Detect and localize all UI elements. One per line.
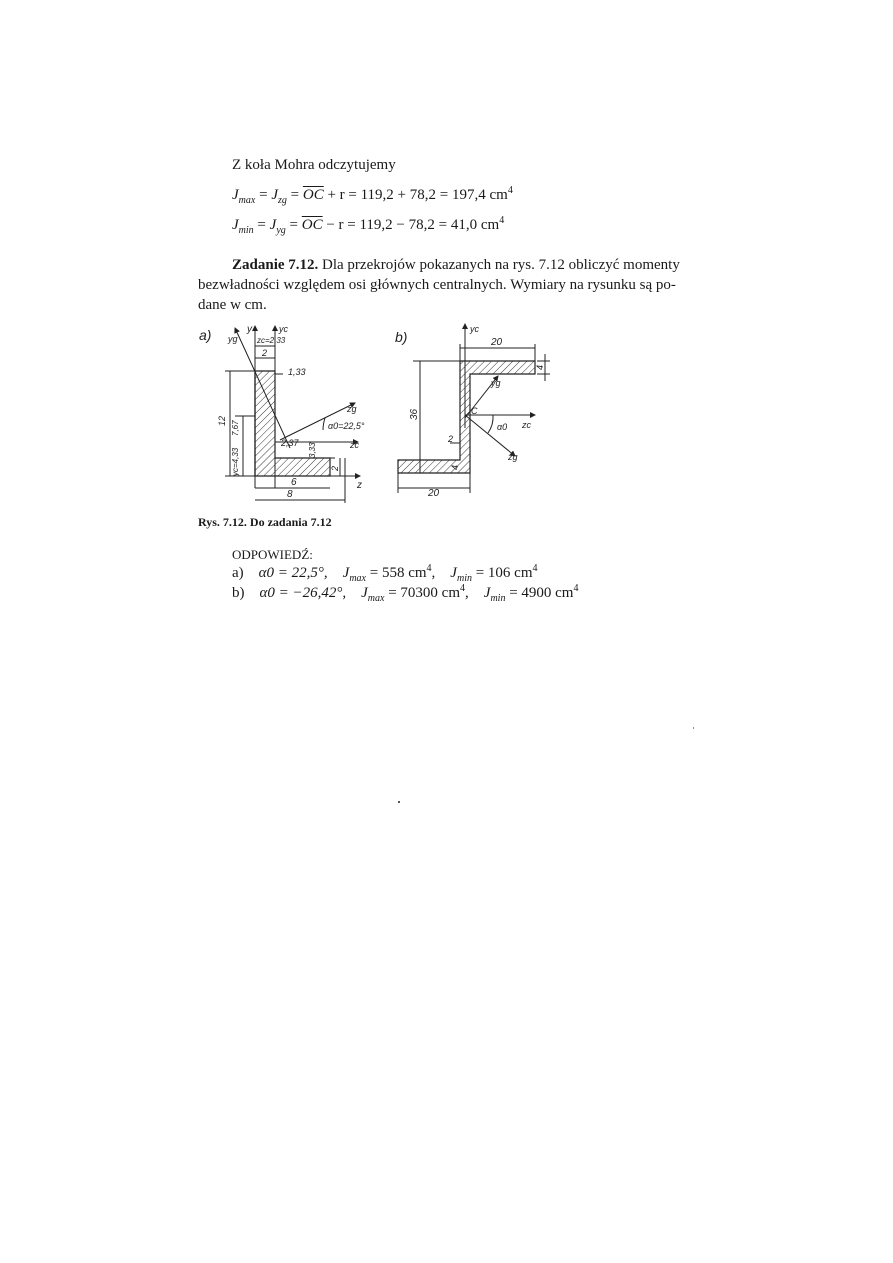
answer-b-label: b) <box>232 585 245 601</box>
answer-b-jmin-exp: 4 <box>573 583 579 594</box>
fig-a-dim-333: 3,33 <box>308 442 317 458</box>
eq1-oc: $\overline{OC}$ <box>302 187 324 203</box>
answer-a-label: a) <box>232 565 244 581</box>
equation-jmin <box>232 217 504 234</box>
fig-a-dim-8: 8 <box>287 489 293 500</box>
answer-b-jmax: J <box>361 585 368 601</box>
eq1-lhs: J <box>232 187 239 203</box>
answer-b-jmin: J <box>483 585 491 601</box>
fig-a-yg: yg <box>228 334 238 344</box>
fig-b-dim-20-bottom: 20 <box>428 488 440 499</box>
answer-b-jmax-sub: max <box>367 593 385 604</box>
task-line-2: bezwładności względem osi głównych centralnych. Wymiary na rysunku są po- <box>198 277 676 293</box>
eq1-eq-b: = <box>286 187 303 203</box>
fig-a-dim-12: 12 <box>217 415 227 426</box>
answer-a-alpha: α0 = 22,5°, <box>258 565 328 581</box>
fig-b-dim-4-right: 4 <box>535 364 545 370</box>
speck-dot <box>398 801 400 803</box>
fig-a-z: z <box>357 480 362 491</box>
task-line-3-row <box>198 295 654 315</box>
answer-b: b) α0 = −26,42°, $J_{max} = 70300$ $cm^4$, $J_{min} = 4900$ $cm^4$ <box>232 583 579 604</box>
figure-7-12 <box>195 318 565 518</box>
answer-a-jmin-val: = 106 cm <box>471 565 533 581</box>
eq1-eq-a: = <box>255 187 272 203</box>
answer-a-jmax-val: = 558 cm <box>366 565 427 581</box>
answer-b-jmax-val: = 70300 cm <box>384 585 461 601</box>
eq2-eq-b: = <box>285 217 302 233</box>
fig-a-dim-237: 2,37 <box>281 438 299 448</box>
answer-heading: ODPOWIEDŹ: <box>232 547 313 562</box>
answer-a-jmin-sub: min <box>456 573 472 584</box>
fig-b-dim-36: 36 <box>409 408 420 420</box>
fig-b-dim-2: 2 <box>448 434 454 444</box>
eq1-mid: J <box>271 187 278 203</box>
fig-b-yc: yc <box>470 324 479 334</box>
eq1-exp: 4 <box>507 185 513 196</box>
answer-b-alpha: α0 = −26,42°, <box>259 585 347 601</box>
eq1-mid-sub: zg <box>277 195 287 206</box>
fig-a-dim-133: 1,33 <box>288 367 306 377</box>
fig-a-alpha: α0=22,5° <box>328 421 365 431</box>
task-title: Zadanie 7.12. <box>232 257 319 273</box>
answer-a-jmin-exp: 4 <box>532 563 538 574</box>
answer-a: a) α0 = 22,5°, $J_{max} = 558$ $cm^4$, $J_{min} = 106$ $cm^4$ <box>232 563 538 584</box>
answer-b-jmax-exp: 4 <box>460 583 466 594</box>
answer-a-jmax: J <box>342 565 350 581</box>
eq2-mid: J <box>269 217 277 233</box>
eq2-oc: $\overline{OC}$ <box>301 217 323 233</box>
fig-a-dim-yc: yc=4,33 <box>231 447 240 476</box>
task-line-1: Dla przekrojów pokazanych na rys. 7.12 obliczyć momenty <box>318 257 680 273</box>
eq2-lhs-sub: min <box>238 225 254 236</box>
answer-b-jmin-sub: min <box>490 593 506 604</box>
answer-a-jmax-exp: 4 <box>426 563 432 574</box>
eq2-rest: − r = 119,2 − 78,2 = 41,0 cm <box>322 217 500 233</box>
fig-b-c: C <box>471 406 478 416</box>
eq2-eq-a: = <box>253 217 270 233</box>
fig-b-yg: yg <box>491 378 501 388</box>
eq1-lhs-sub: max <box>238 195 256 206</box>
fig-a-label: a) <box>199 327 212 343</box>
fig-a-zg: zg <box>347 404 357 414</box>
fig-a-zc-dim: zc=2,33 <box>257 336 286 345</box>
figure-caption: Rys. 7.12. Do zadania 7.12 <box>198 515 332 529</box>
answer-b-jmin-val: = 4900 cm <box>505 585 574 601</box>
fig-b-zg: zg <box>508 452 518 462</box>
fig-b-alpha: α0 <box>497 422 508 432</box>
fig-b-zc: zc <box>522 420 531 430</box>
fig-a-dim-6: 6 <box>291 477 297 488</box>
answer-a-jmin: J <box>450 565 457 581</box>
speck-dot-2 <box>693 727 694 729</box>
fig-a-yc: yc <box>279 324 288 334</box>
fig-b-dim-20-top: 20 <box>491 337 503 348</box>
eq2-exp: 4 <box>499 215 505 226</box>
eq1-rest: + r = 119,2 + 78,2 = 197,4 cm <box>323 187 508 203</box>
task-line-2-row <box>198 275 687 295</box>
task-line-3: dane w cm. <box>198 297 267 313</box>
answer-a-jmax-sub: max <box>349 573 366 584</box>
fig-a-dim-2-top: 2 <box>262 348 268 358</box>
fig-a-dim-2-right: 2 <box>330 465 340 471</box>
eq2-mid-sub: yg <box>276 225 286 236</box>
fig-b-label: b) <box>395 329 408 345</box>
task-paragraph <box>232 255 687 275</box>
fig-a-zc: zc <box>350 440 359 450</box>
equation-jmax <box>232 187 513 204</box>
intro-text: Z koła Mohra odczytujemy <box>232 157 396 173</box>
fig-a-dim-767: 7,67 <box>231 420 240 436</box>
eq2-lhs: J <box>232 217 239 233</box>
fig-a-y: y <box>247 324 252 335</box>
fig-b-dim-4-left: 4 <box>450 464 460 470</box>
